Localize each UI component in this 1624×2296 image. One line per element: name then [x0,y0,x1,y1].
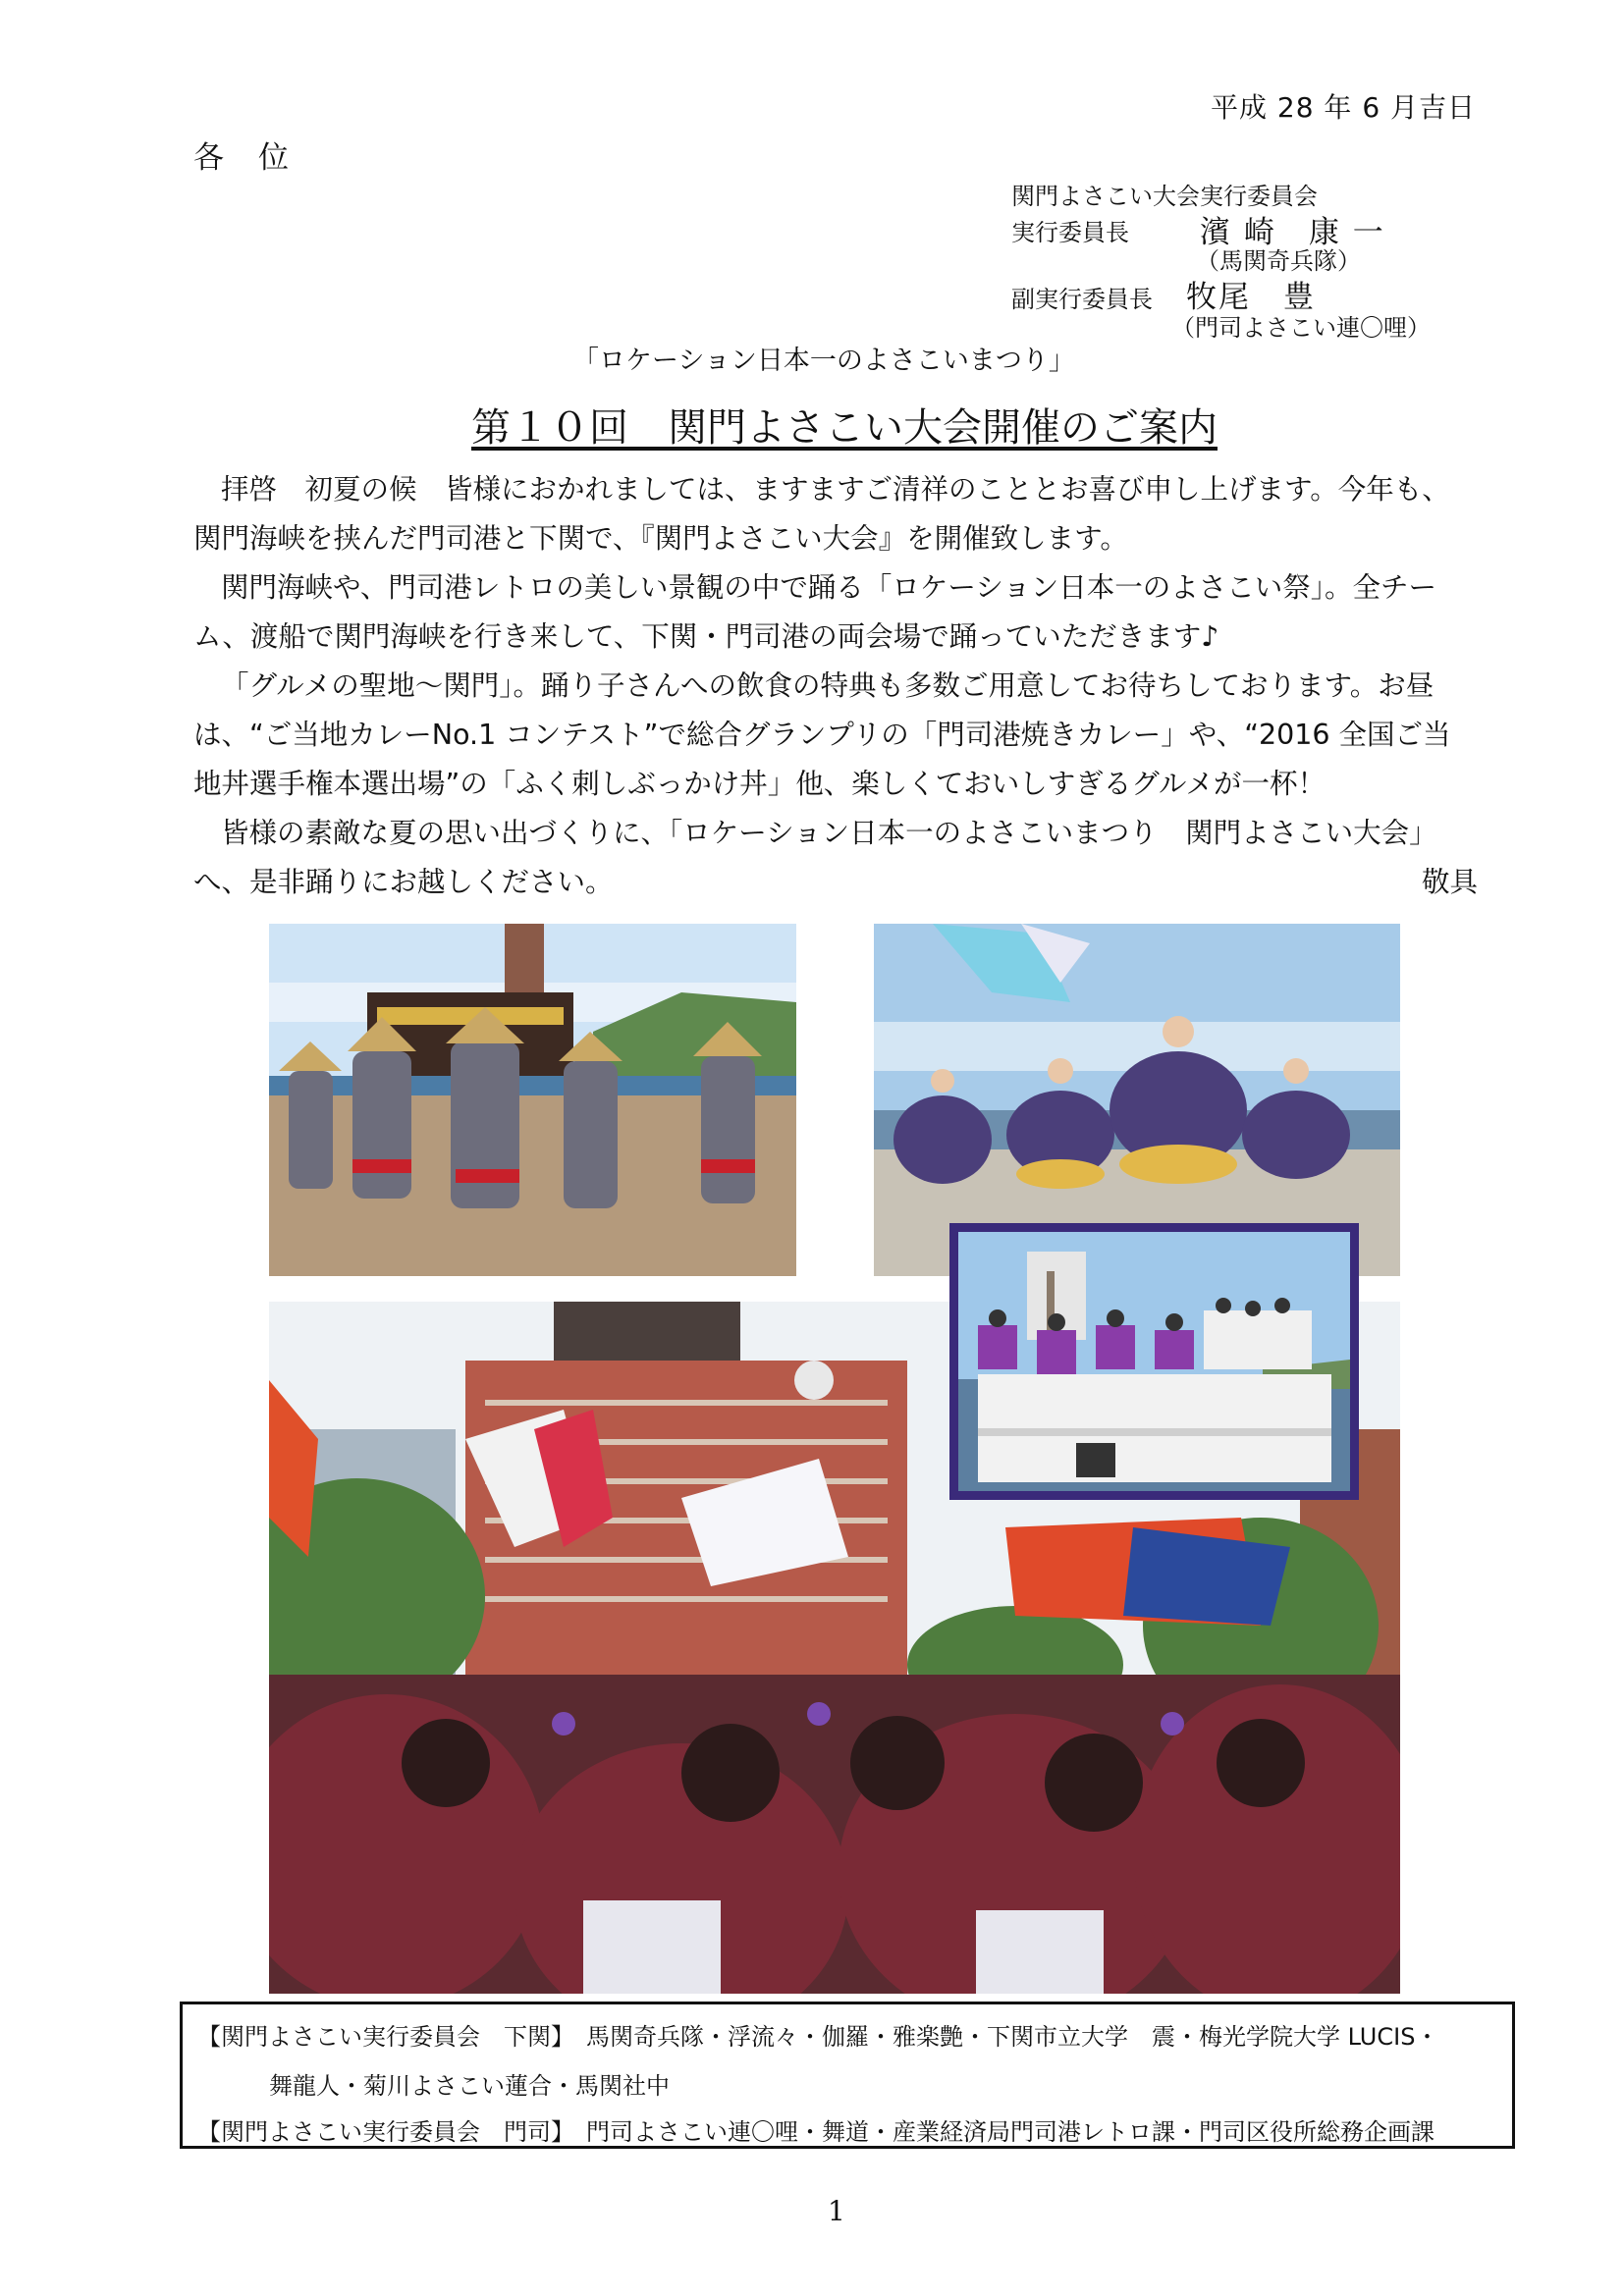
addressee: 各 位 [193,140,291,176]
footer-shimonoseki-line-continued: 舞龍人・菊川よさこい蓮合・馬関社中 [269,2072,670,2100]
vice-chair-name: 牧尾 豊 [1186,280,1316,315]
page-number: 1 [828,2195,845,2227]
chair-name: 濱 崎 康 一 [1200,215,1385,250]
committee-members-box [180,2002,1515,2149]
paragraph-invitation-end: へ、是非踊りにお越しください。 [193,866,614,898]
letter-body [193,465,1478,907]
document-title: 第１０回 関門よさこい大会開催のご案内 [471,405,1218,451]
slogan: 「ロケーション日本一のよさこいまつり」 [572,346,1075,376]
paragraph-greeting: 拝啓 初夏の候 皆様におかれましては、ますますご清祥のこととお喜び申し上げます。今年も、関門海峡を挟んだ門司港と下関で、『関門よさこい大会』を開催致します。 [193,473,1450,555]
photo-dancers-on-pier [269,924,796,1276]
chair-role: 実行委員長 [1011,219,1129,246]
vice-chair-role: 副実行委員長 [1011,286,1153,313]
chair-affiliation: （馬関奇兵隊） [1196,247,1361,275]
photo-ferry-boat-dancers [949,1223,1359,1500]
paragraph-gourmet: 「グルメの聖地～関門」。踊り子さんへの飲食の特典も多数ご用意してお待ちしております。お昼は、“ご当地カレーNo.1 コンテスト”で総合グランプリの「門司港焼きカレー」や、“2016 全国ご当地丼選手権本選出場”の「ふく刺しぶっかけ丼」他、楽しくておいしすぎるグルメが一杯！ [193,669,1451,800]
closing-keigu: 敬具 [1421,866,1478,898]
vice-chair-affiliation: （門司よさこい連〇哩） [1171,314,1431,342]
sender-organization: 関門よさこい大会実行委員会 [1011,183,1318,210]
closing-line [193,858,1478,907]
document-date: 平成 28 年 6 月吉日 [1211,91,1477,124]
paragraph-invitation: 皆様の素敵な夏の思い出づくりに、「ロケーション日本一のよさこいまつり 関門よさこい大会」 [221,817,1437,849]
paragraph-location: 関門海峡や、門司港レトロの美しい景観の中で踊る「ロケーション日本一のよさこい祭」。全チーム、渡船で関門海峡を行き来して、下関・門司港の両会場で踊っていただきます♪ [193,571,1437,653]
footer-moji-line: 【関門よさこい実行委員会 門司】 門司よさこい連〇哩・舞道・産業経済局門司港レトロ課・門司区役所総務企画課 [197,2118,1435,2146]
footer-shimonoseki-line: 【関門よさこい実行委員会 下関】 馬関奇兵隊・浮流々・伽羅・雅楽艶・下関市立大学 震・梅光学院大学 LUCIS・ [197,2023,1439,2051]
